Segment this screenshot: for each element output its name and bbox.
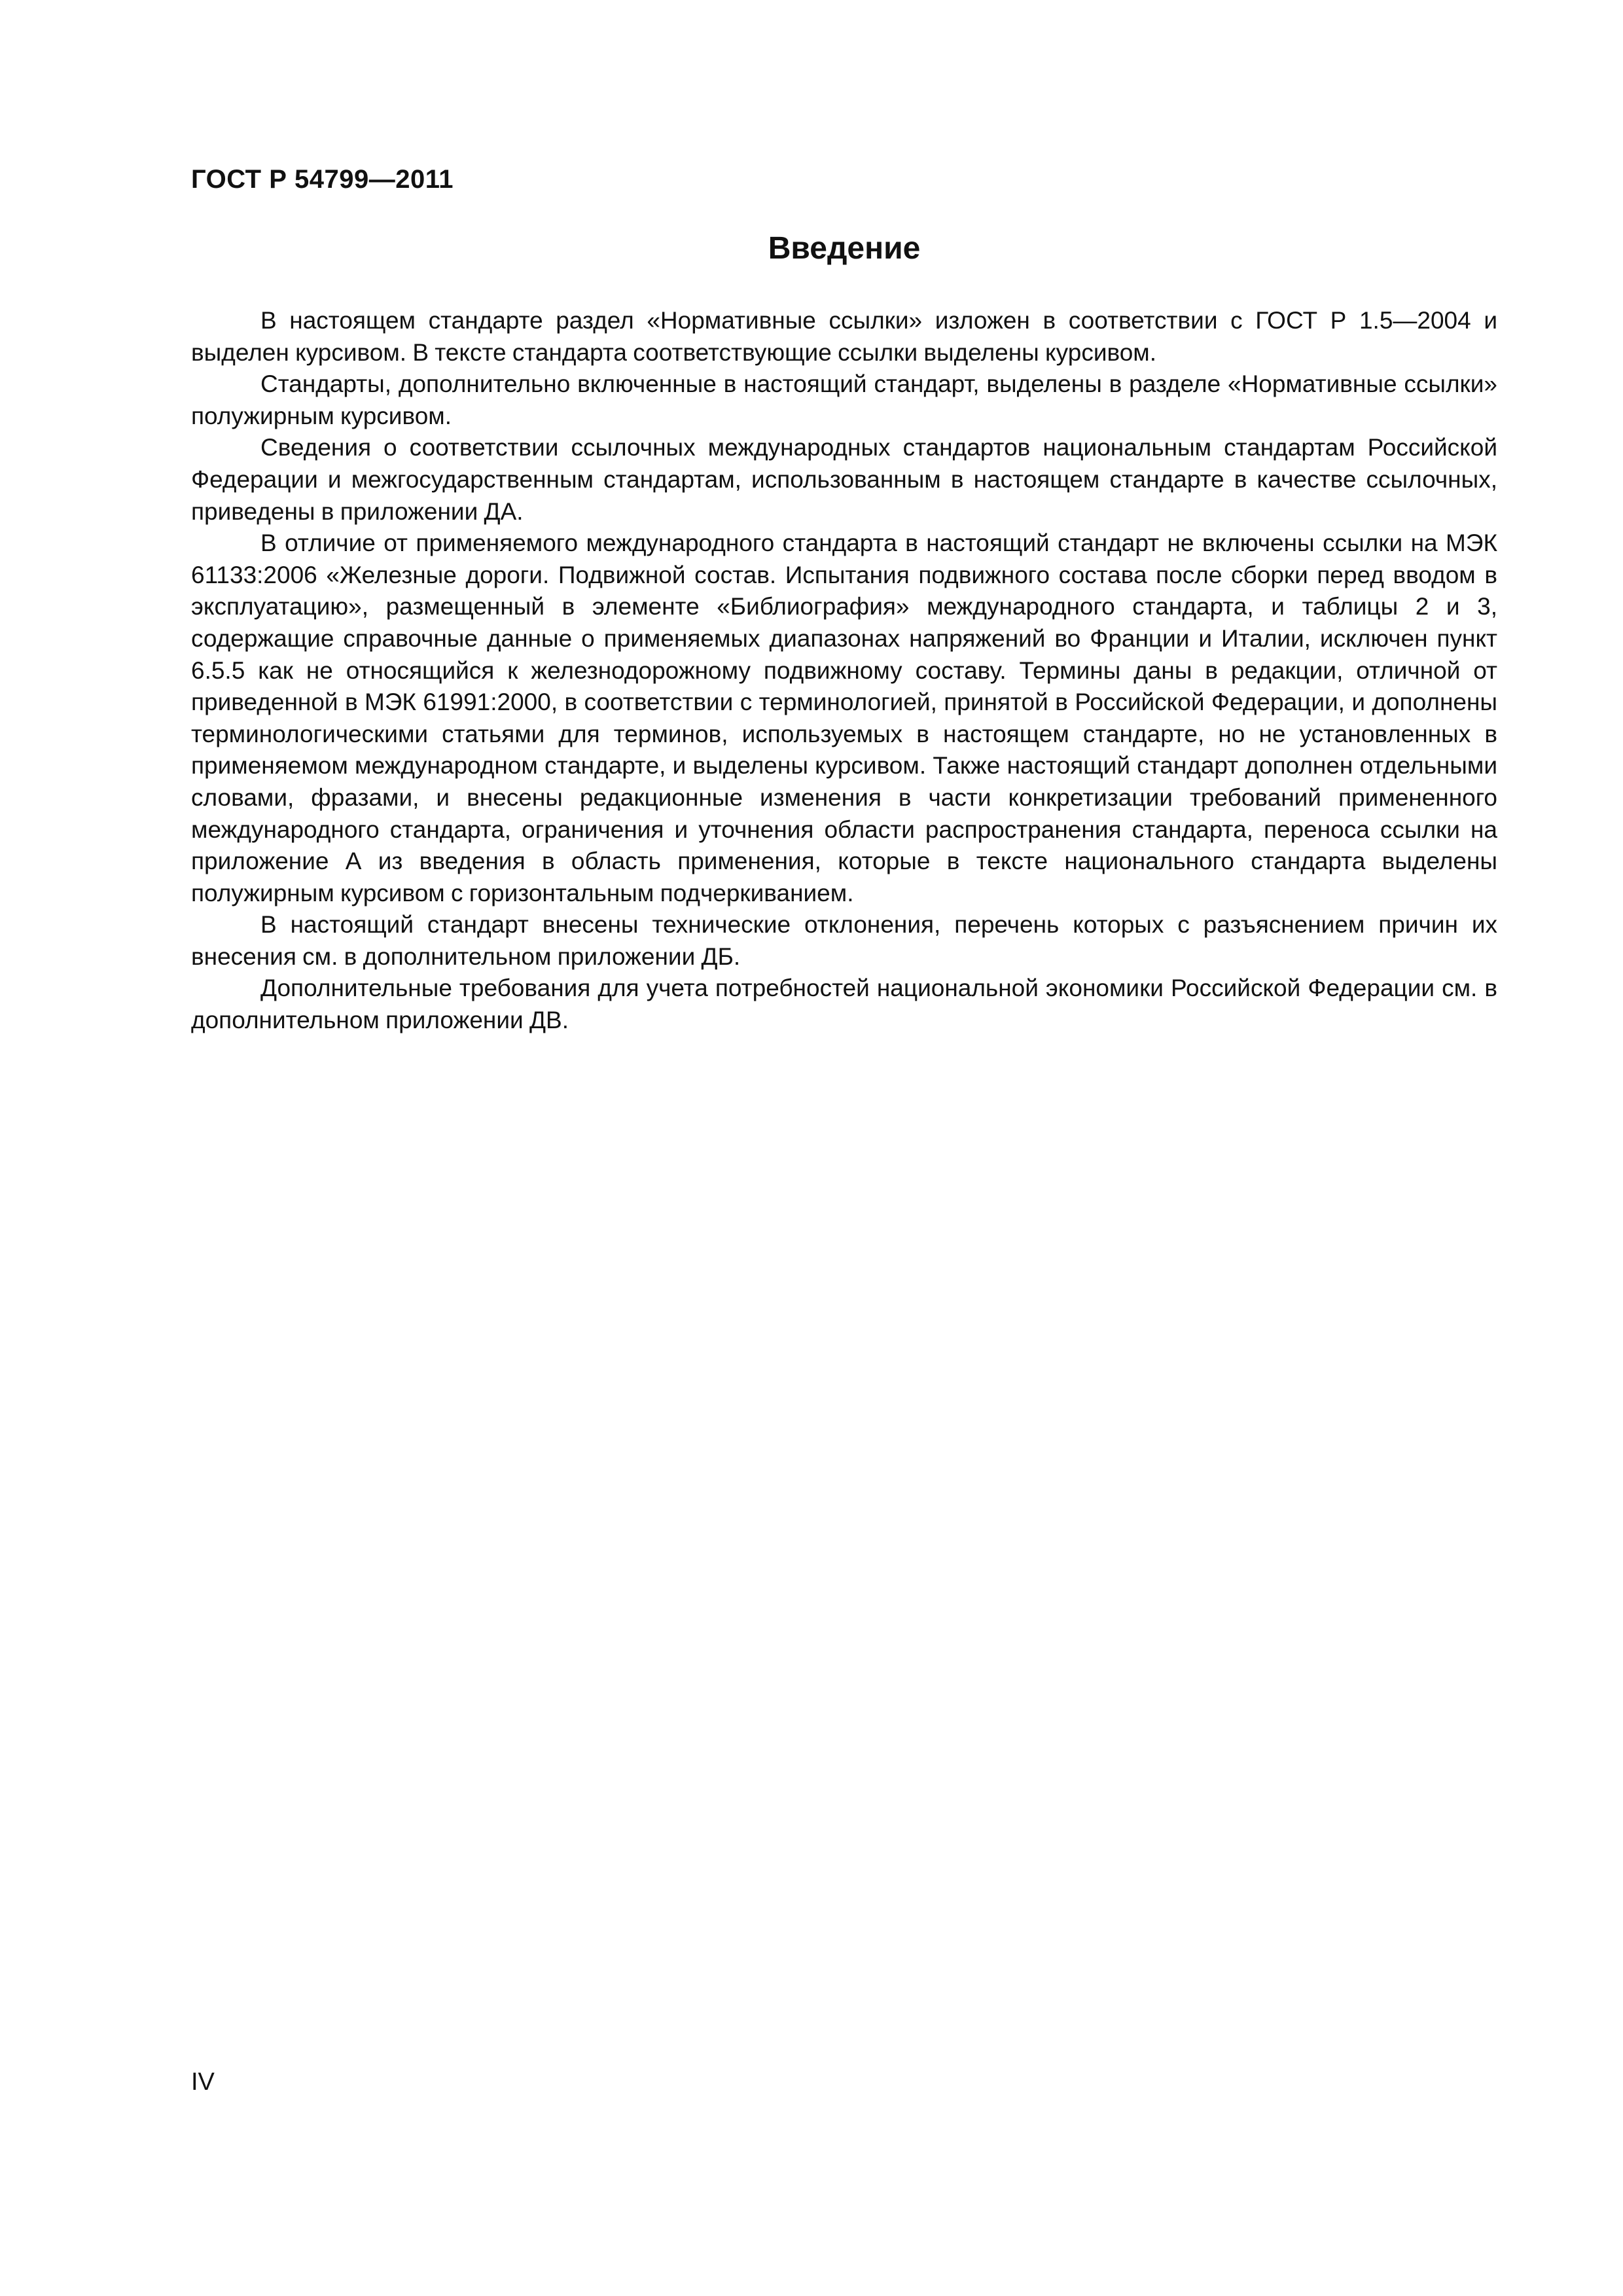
section-title: Введение: [768, 231, 921, 266]
paragraph: В отличие от применяемого международного стандарта в настоящий стандарт не включены ссылки на МЭК 61133:2006 «Железные дороги. Подвижной состав. Испытания подвижного состава после сборки перед вводом в эксплуатацию», размещенный в элементе «Библиография» международного стандарта, и таблицы 2 и 3, содержащие справочные данные о применяемых диапазонах напряжений во Франции и Италии, исключен пункт 6.5.5 как не относящийся к железнодорожному подвижному составу. Термины даны в редакции, отличной от приведенной в МЭК 61991:2000, в соответствии с терминологией, принятой в Российской Федерации, и дополнены терминологическими статьями для терминов, используемых в настоящем стандарте, но не установленных в применяемом международном стандарте, и выделены курсивом. Также настоящий стандарт дополнен отдельными словами, фразами, и внесены редакционные изменения в части конкретизации требований примененного международного стандарта, ограничения и уточнения области распространения стандарта, переноса ссылки на приложение А из введения в область применения, которые в тексте национального стандарта выделены полужирным курсивом с горизонтальным подчеркиванием.: [191, 529, 1497, 906]
paragraph: В настоящий стандарт внесены технические отклонения, перечень которых с разъяснением причин их внесения см. в дополнительном приложении ДБ.: [191, 911, 1497, 970]
page-number: IV: [191, 2068, 215, 2096]
document-code: ГОСТ Р 54799—2011: [191, 165, 454, 194]
paragraph: Сведения о соответствии ссылочных международных стандартов национальным стандартам Российской Федерации и межгосударственным стандартам, использованным в настоящем стандарте в качестве ссылочных, приведены в приложении ДА.: [191, 434, 1497, 525]
paragraph: В настоящем стандарте раздел «Нормативные ссылки» изложен в соответствии с ГОСТ Р 1.5—2004 и выделен курсивом. В тексте стандарта соответствующие ссылки выделены курсивом.: [191, 307, 1497, 366]
paragraph: Дополнительные требования для учета потребностей национальной экономики Российской Федерации см. в дополнительном приложении ДВ.: [191, 975, 1497, 1034]
introduction-body: [191, 305, 1497, 1037]
paragraph: Стандарты, дополнительно включенные в настоящий стандарт, выделены в разделе «Нормативные ссылки» полужирным курсивом.: [191, 370, 1497, 429]
